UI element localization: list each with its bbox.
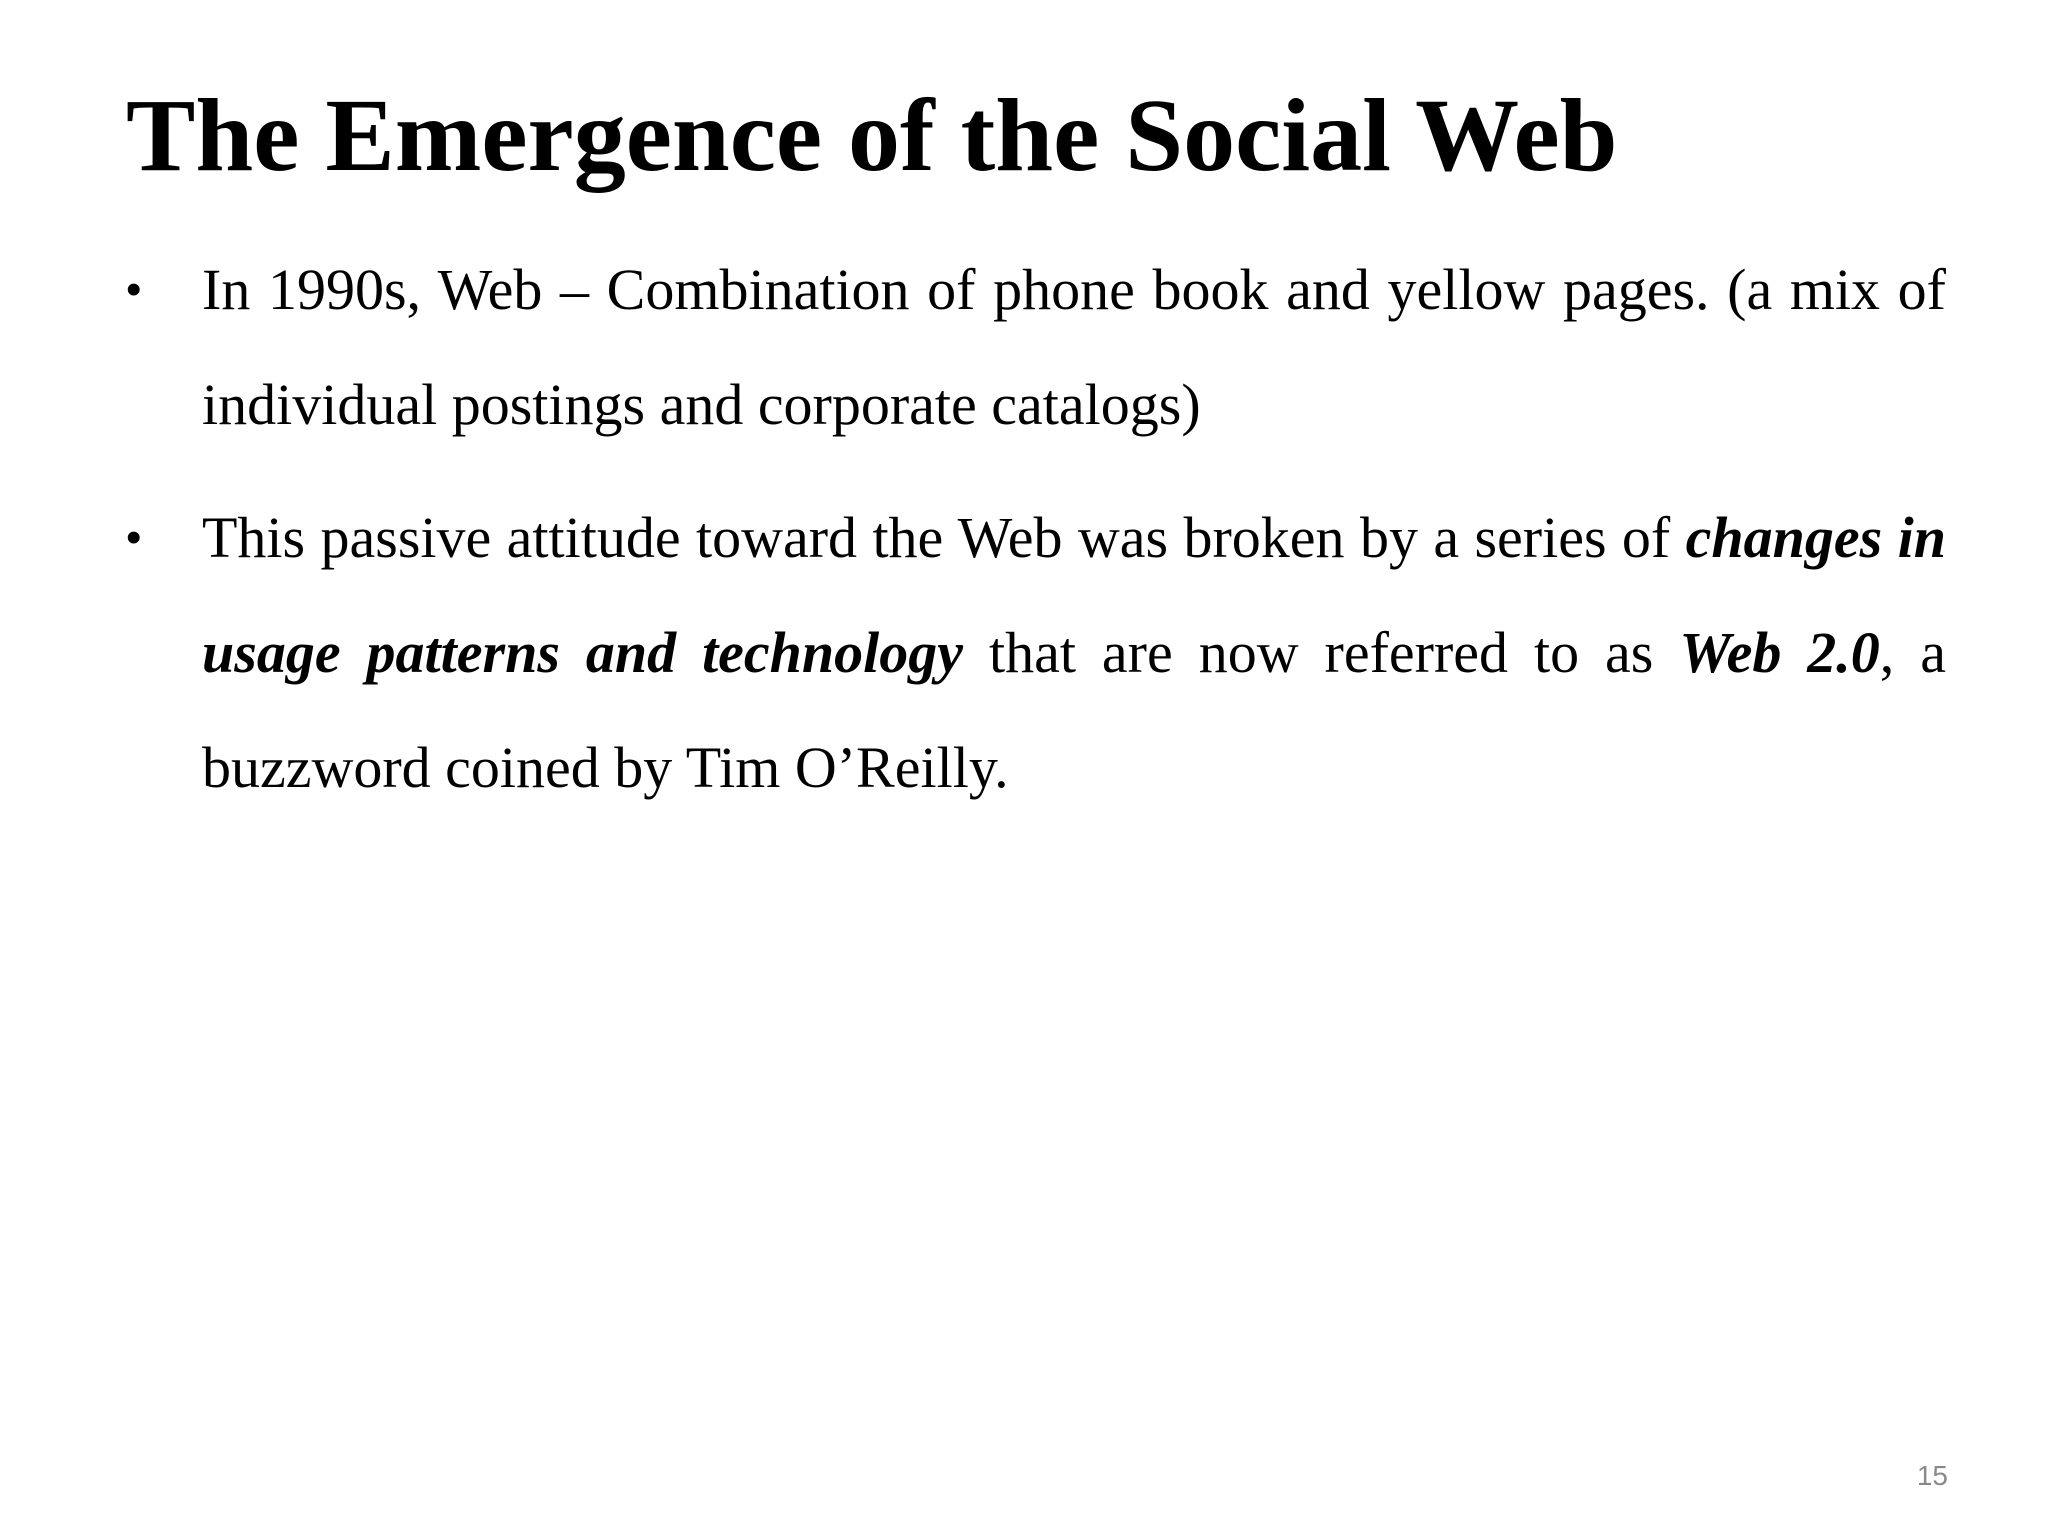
- bullet-item-2: [126, 480, 1946, 825]
- bullet-text-part: that are now referred to as: [963, 620, 1680, 685]
- bullet-list: [126, 232, 1946, 843]
- bullet-text: In 1990s, Web – Combination of phone book and yellow pages. (a mix of individual postings and corporate catalogs): [202, 257, 1946, 437]
- bullet-item-1: [126, 232, 1946, 462]
- bullet-icon: •: [126, 513, 142, 562]
- slide-number: 15: [1916, 1460, 1948, 1491]
- bullet-icon: •: [126, 265, 142, 314]
- emphasis-text: Web 2.0: [1679, 620, 1880, 685]
- emphasis-text: changes in usage patterns and technology: [202, 505, 1946, 685]
- slide-title: The Emergence of the Social Web: [126, 78, 1618, 193]
- bullet-text-part: , a buzzword coined by Tim O’Reilly.: [202, 620, 1946, 800]
- bullet-text-part: This passive attitude toward the Web was broken by a series of: [202, 505, 1686, 570]
- bullet-text: [202, 480, 1946, 825]
